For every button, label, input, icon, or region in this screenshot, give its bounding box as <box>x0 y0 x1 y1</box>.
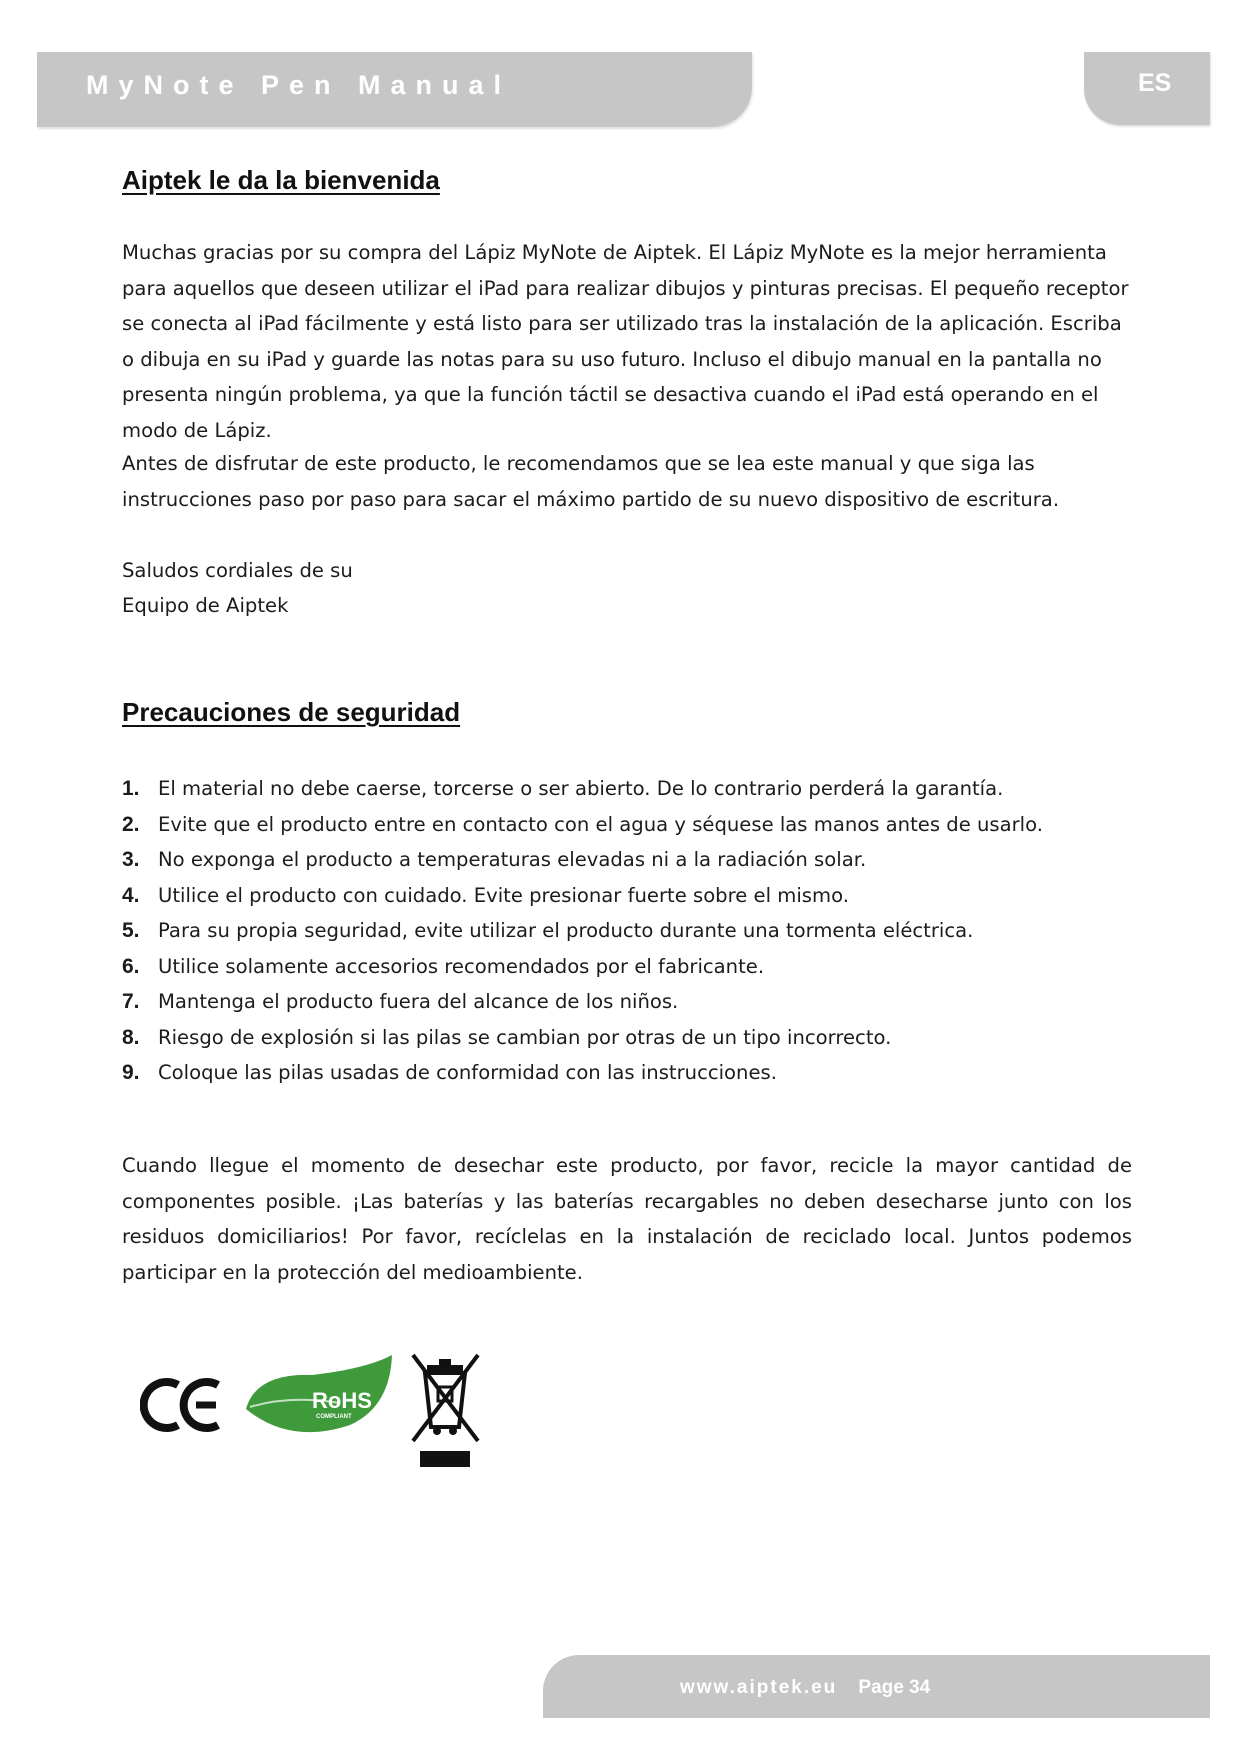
list-item <box>122 842 1132 878</box>
item-text: Utilice solamente accesorios recomendados por el fabricante. <box>158 954 765 978</box>
item-number: 6. <box>122 954 140 978</box>
list-item <box>122 771 1132 807</box>
list-item <box>122 1055 1132 1091</box>
closing-greeting: Saludos cordiales de su <box>122 559 353 582</box>
list-item <box>122 913 1132 949</box>
page-number: Page 34 <box>858 1677 931 1698</box>
item-number: 5. <box>122 919 140 942</box>
item-text: No exponga el producto a temperaturas elevadas ni a la radiación solar. <box>158 848 867 871</box>
item-text: Coloque las pilas usadas de conformidad con las instrucciones. <box>158 1061 777 1084</box>
item-text: Riesgo de explosión si las pilas se cambian por otras de un tipo incorrecto. <box>158 1025 892 1049</box>
item-number: 7. <box>122 990 140 1013</box>
welcome-paragraph: Muchas gracias por su compra del Lápiz MyNote de Aiptek. El Lápiz MyNote es la mejor herramienta para aquellos que deseen utilizar el iPad para realizar dibujos y pinturas precisas. El pequeño receptor se conecta al iPad fácilmente y está listo para ser utilizado tras la instalación de la aplicación. Escriba o dibuja en su iPad y guarde las notas para su uso futuro. Incluso el dibujo manual en la pantalla no presenta ningún problema, ya que la función táctil se desactiva cuando el iPad está operando en el modo de Lápiz. <box>122 241 1129 442</box>
item-number: 2. <box>122 812 140 836</box>
safety-list <box>122 771 1132 1091</box>
recommendation-paragraph: Antes de disfrutar de este producto, le recomendamos que se lea este manual y que siga las instrucciones paso por paso para sacar el máximo partido de su nuevo dispositivo de escritura. <box>122 452 1060 511</box>
welcome-heading: Aiptek le da la bienvenida <box>122 165 440 195</box>
item-number: 3. <box>122 848 140 871</box>
item-number: 4. <box>122 883 140 907</box>
item-text: El material no debe caerse, torcerse o ser abierto. De lo contrario perderá la garantía. <box>158 777 1004 800</box>
rohs-leaf-icon <box>246 1355 392 1432</box>
rohs-label: RoHS <box>312 1388 372 1413</box>
language-label: ES <box>1138 69 1172 97</box>
safety-heading: Precauciones de seguridad <box>122 697 461 727</box>
rohs-sublabel: COMPLIANT <box>316 1414 352 1420</box>
item-number: 9. <box>122 1061 140 1084</box>
footer-url[interactable]: www.aiptek.eu <box>680 1677 838 1698</box>
item-number: 8. <box>122 1025 140 1049</box>
item-text: Evite que el producto entre en contacto con el agua y séquese las manos antes de usarlo. <box>158 812 1043 836</box>
closing-signature: Equipo de Aiptek <box>122 594 289 617</box>
footer <box>680 1677 930 1699</box>
manual-title: MyNote Pen Manual <box>86 70 512 100</box>
item-number: 1. <box>122 777 140 800</box>
list-item <box>122 878 1132 914</box>
ce-mark-icon <box>144 1382 218 1428</box>
certification-logos <box>140 1345 510 1475</box>
list-item <box>122 1020 1132 1056</box>
list-item <box>122 949 1132 985</box>
recycling-paragraph: Cuando llegue el momento de desechar este producto, por favor, recicle la mayor cantidad de componentes posible. ¡Las baterías y las baterías recargables no deben desecharse junto con los residuos domiciliarios! Por favor, recíclelas en la instalación de reciclado local. Juntos podemos participar en la protección del medioambiente. <box>122 1154 1132 1284</box>
item-text: Mantenga el producto fuera del alcance de los niños. <box>158 990 679 1013</box>
item-text: Para su propia seguridad, evite utilizar el producto durante una tormenta eléctrica. <box>158 919 974 942</box>
list-item <box>122 984 1132 1020</box>
weee-crossed-bin-icon <box>413 1355 478 1467</box>
list-item <box>122 807 1132 843</box>
item-text: Utilice el producto con cuidado. Evite presionar fuerte sobre el mismo. <box>158 883 849 907</box>
